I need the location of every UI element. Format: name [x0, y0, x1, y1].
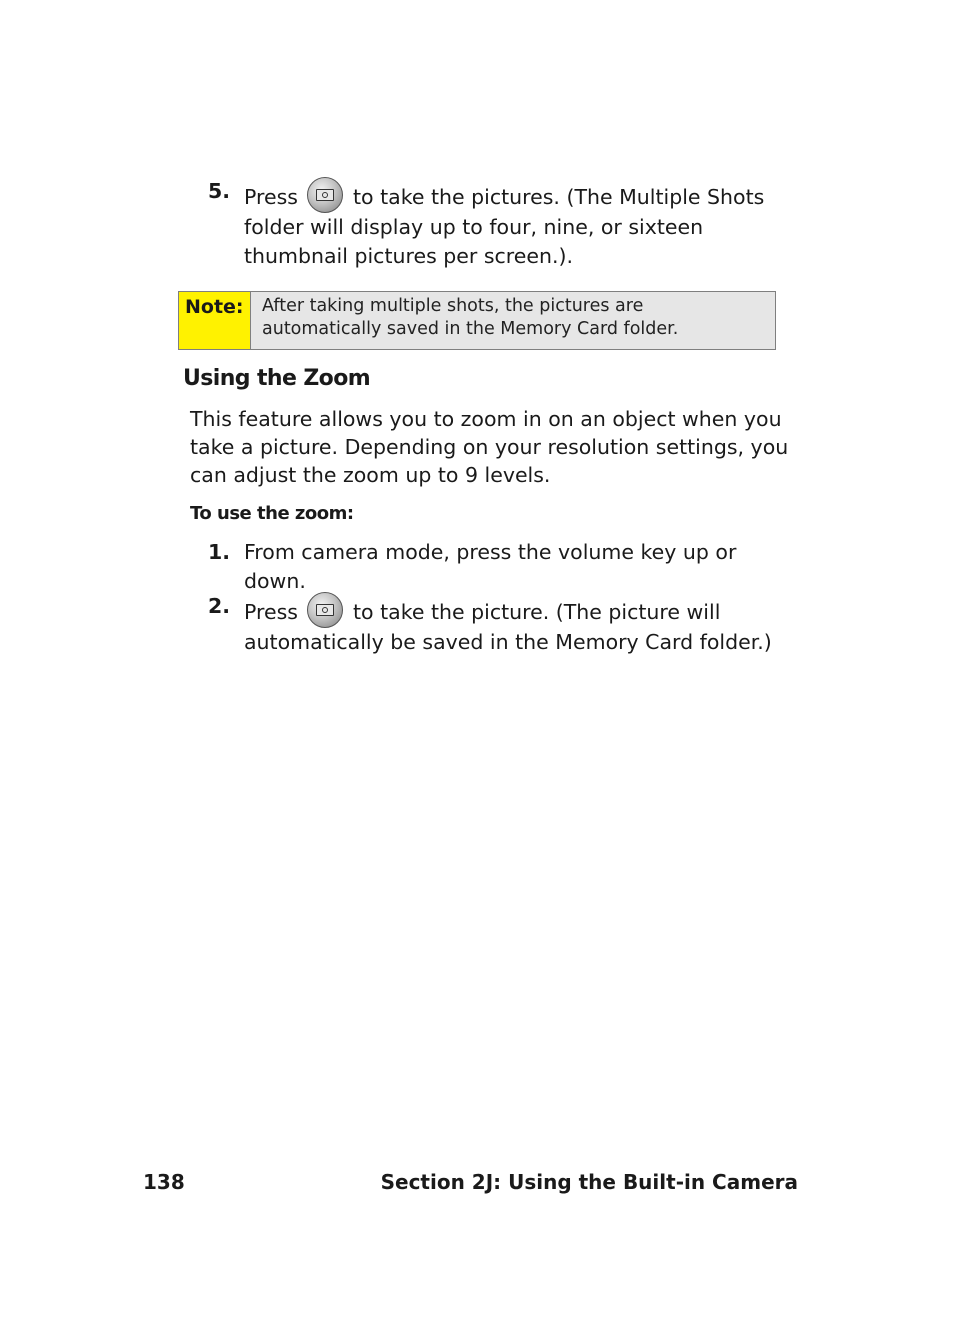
step-5	[208, 177, 798, 270]
step-text-after: to take the pictures. (The Multiple Shots folder will display up to four, nine, or sixteen thumbnail pictures per screen.).	[244, 185, 765, 268]
step-number: 5.	[208, 179, 231, 203]
section-heading: Using the Zoom	[183, 366, 371, 391]
step-text-before: Press	[244, 185, 298, 209]
procedure-heading: To use the zoom:	[190, 503, 354, 524]
step-text-before: Press	[244, 600, 298, 624]
camera-key-icon	[307, 592, 343, 628]
step-text: From camera mode, press the volume key up or down.	[244, 540, 737, 593]
step-text-after: to take the picture. (The picture will automatically be saved in the Memory Card folder.)	[244, 600, 772, 654]
note-label: Note:	[179, 292, 251, 349]
step-text	[244, 177, 798, 270]
step-number: 1.	[208, 540, 231, 564]
page-number: 138	[143, 1170, 185, 1194]
note-box	[178, 291, 776, 350]
footer-section-title: Section 2J: Using the Built-in Camera	[380, 1170, 798, 1194]
step-number: 2.	[208, 594, 231, 618]
section-paragraph: This feature allows you to zoom in on an object when you take a picture. Depending on your resolution settings, you can adjust the zoom up to 9 levels.	[190, 407, 789, 487]
zoom-step-1	[208, 538, 798, 595]
camera-key-icon	[307, 177, 343, 213]
zoom-step-2	[208, 592, 798, 657]
step-text	[244, 592, 798, 657]
note-text: After taking multiple shots, the pictures are automatically saved in the Memory Card folder.	[262, 296, 679, 339]
